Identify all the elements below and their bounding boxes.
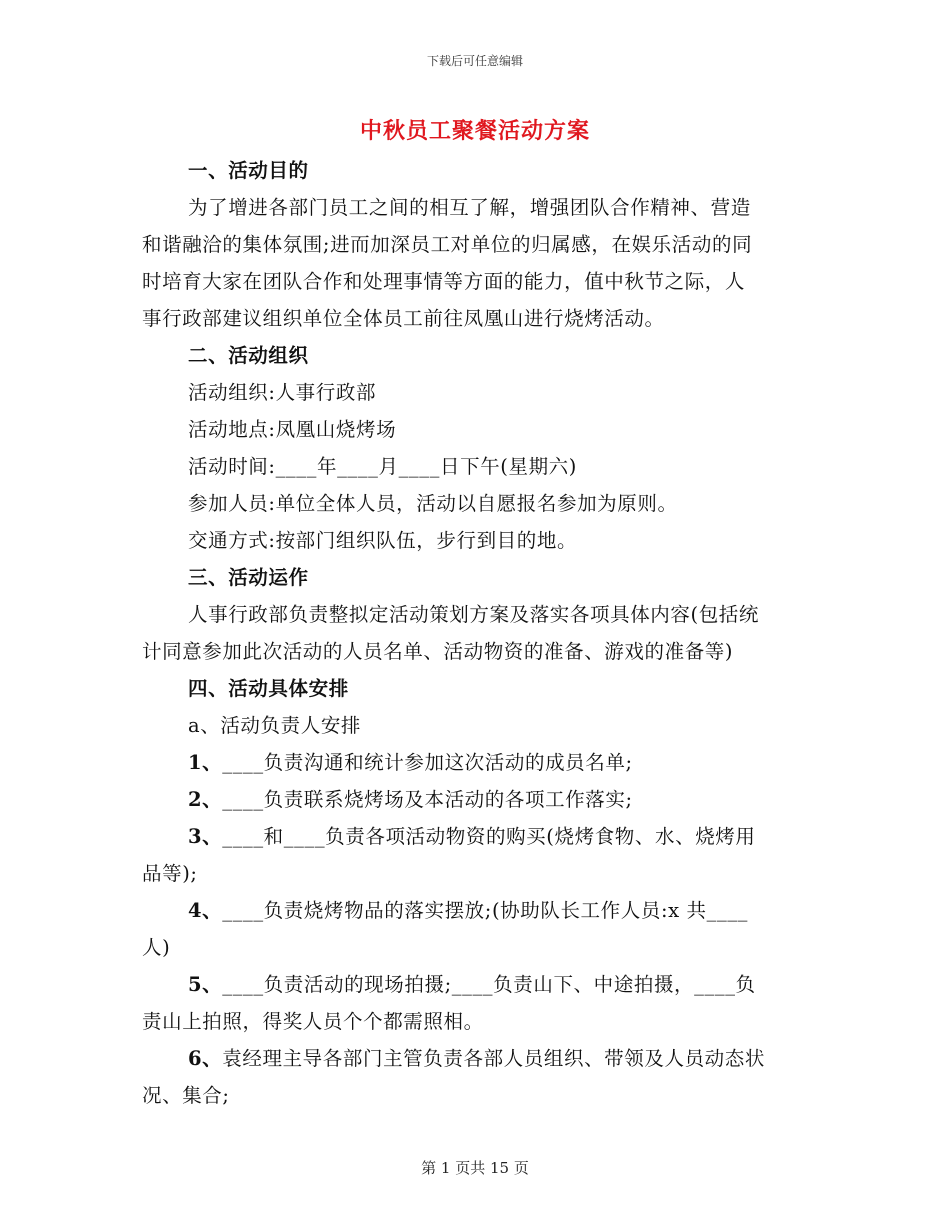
body-line: 计同意参加此次活动的人员名单、活动物资的准备、游戏的准备等) [142,640,734,663]
body-line: 3、____和____负责各项活动物资的购买(烧烤食物、水、烧烤用 [188,825,756,848]
body-line: 活动时间:____年____月____日下午(星期六) [188,455,577,478]
body-line: 和谐融洽的集体氛围;进而加深员工对单位的归属感，在娱乐活动的同 [142,233,753,256]
body-line: 1、____负责沟通和统计参加这次活动的成员名单; [188,751,633,774]
item-number: 6、 [188,1047,223,1070]
body-line: 事行政部建议组织单位全体员工前往凤凰山进行烧烤活动。 [142,307,665,330]
body-line: 人) [142,936,171,959]
body-line: 时培育大家在团队合作和处理事情等方面的能力，值中秋节之际，人 [142,270,746,293]
body-line: 况、集合; [142,1084,230,1107]
body-line: 交通方式:按部门组织队伍，步行到目的地。 [188,529,578,552]
item-number: 2、 [188,788,223,811]
body-line: 为了增进各部门员工之间的相互了解，增强团队合作精神、营造 [188,196,751,219]
body-line: 2、____负责联系烧烤场及本活动的各项工作落实; [188,788,633,811]
item-number: 5、 [188,973,223,996]
body-line: 参加人员:单位全体人员，活动以自愿报名参加为原则。 [188,492,678,515]
body-line: 责山上拍照，得奖人员个个都需照相。 [142,1010,484,1033]
item-number: 3、 [188,825,223,848]
document-title: 中秋员工聚餐活动方案 [359,118,590,144]
section-heading: 三、活动运作 [188,566,309,589]
body-line: 6、袁经理主导各部门主管负责各部人员组织、带领及人员动态状 [188,1047,765,1070]
page-footer: 第 1 页共 15 页 [421,1159,529,1177]
body-line: a、活动负责人安排 [188,714,362,737]
section-heading: 一、活动目的 [188,159,309,182]
page-header: 下载后可任意编辑 [426,54,523,68]
body-line: 品等); [142,862,198,885]
body-line: 5、____负责活动的现场拍摄;____负责山下、中途拍摄，____负 [188,973,756,996]
body-line: 4、____负责烧烤物品的落实摆放;(协助队长工作人员:x 共____ [188,899,749,922]
body-line: 活动组织:人事行政部 [188,381,377,404]
body-line: 人事行政部负责整拟定活动策划方案及落实各项具体内容(包括统 [188,603,760,626]
item-number: 1、 [188,751,223,774]
section-heading: 四、活动具体安排 [188,677,349,700]
section-heading: 二、活动组织 [188,344,309,367]
body-line: 活动地点:凤凰山烧烤场 [188,418,397,441]
item-number: 4、 [188,899,223,922]
document-body [142,152,812,1114]
